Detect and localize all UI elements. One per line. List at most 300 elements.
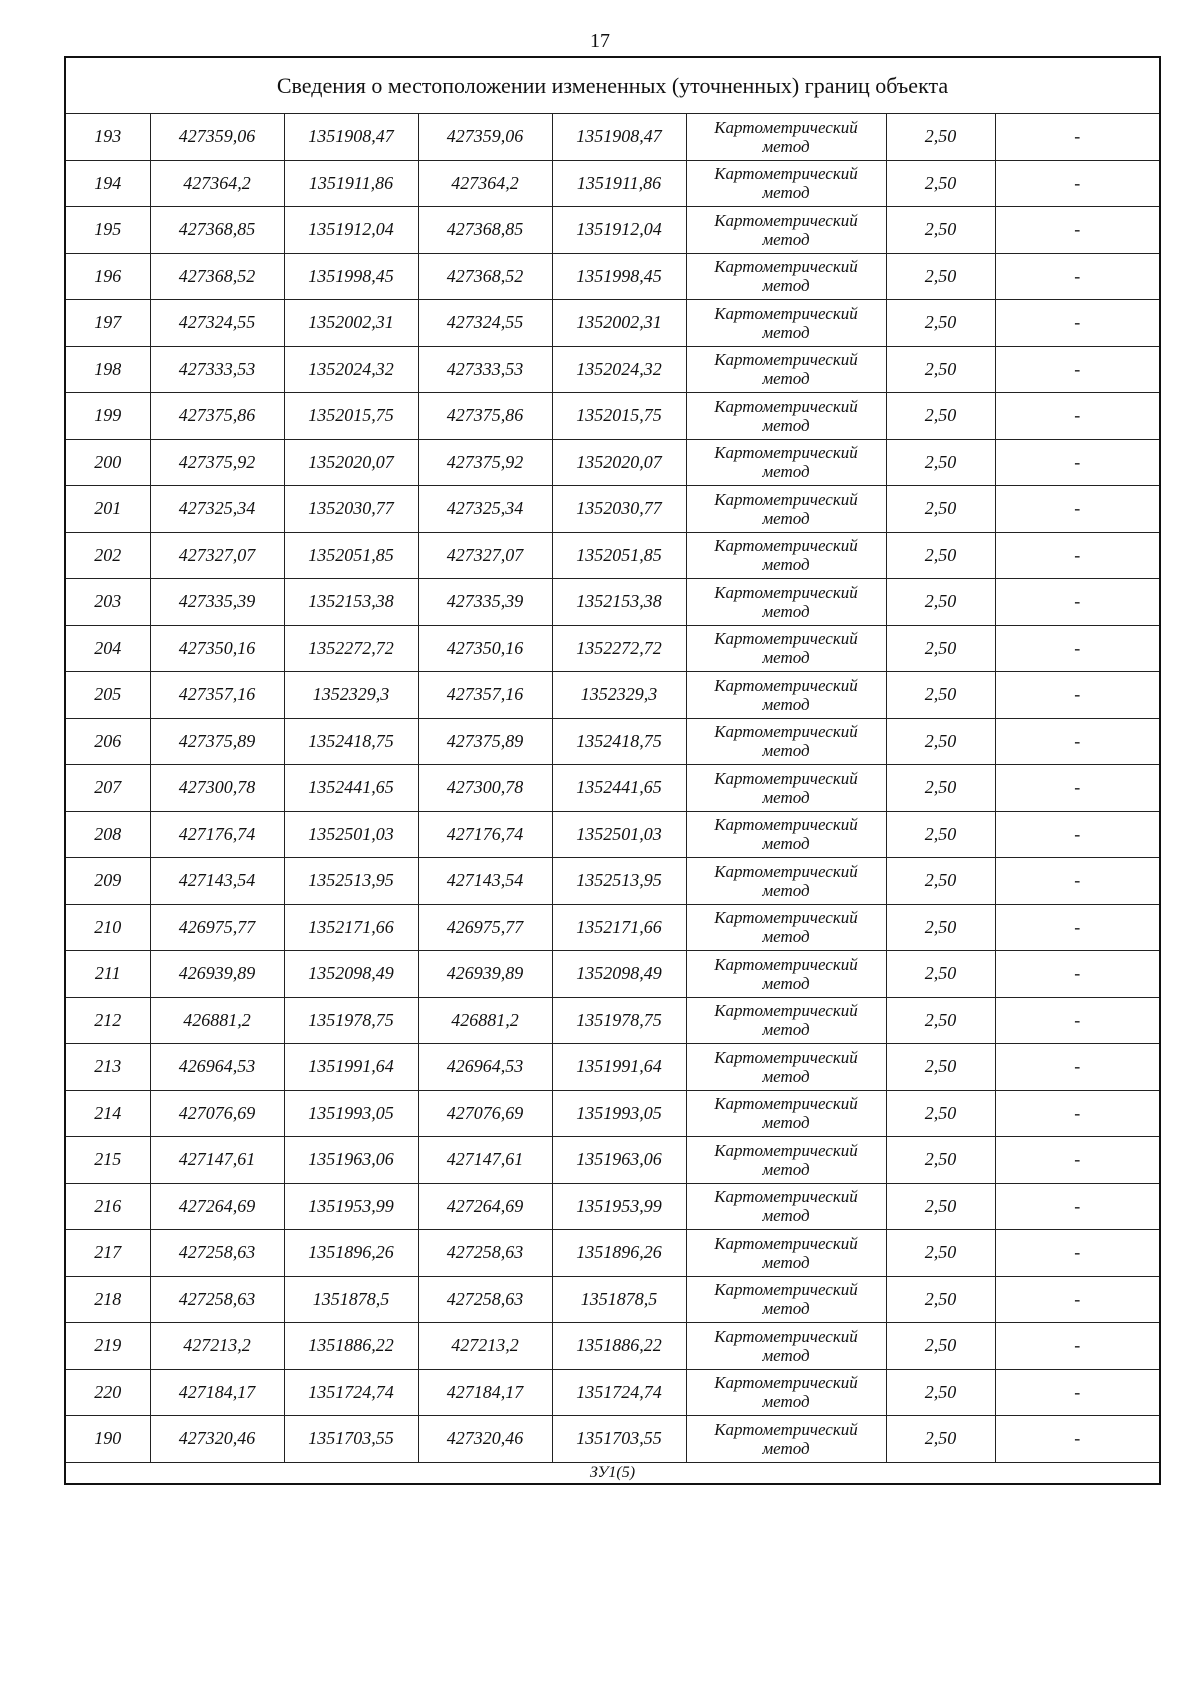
existing-x-cell: 426975,77 <box>150 904 284 951</box>
existing-y-cell: 1351991,64 <box>284 1044 418 1091</box>
table-row <box>65 1416 1160 1463</box>
method-line-1: Картометрический <box>714 1233 858 1253</box>
existing-x-cell: 427350,16 <box>150 625 284 672</box>
method-line-1: Картометрический <box>714 117 858 137</box>
note-cell: - <box>995 811 1160 858</box>
method-line-2: метод <box>762 741 810 761</box>
point-number-cell: 215 <box>65 1137 150 1184</box>
note-cell: - <box>995 951 1160 998</box>
accuracy-cell: 2,50 <box>886 1090 995 1137</box>
note-cell: - <box>995 672 1160 719</box>
existing-x-cell: 427364,2 <box>150 160 284 207</box>
existing-y-cell: 1352272,72 <box>284 625 418 672</box>
method-line-1: Картометрический <box>714 768 858 788</box>
table-row <box>65 346 1160 393</box>
table-row <box>65 253 1160 300</box>
point-number-cell: 208 <box>65 811 150 858</box>
accuracy-cell: 2,50 <box>886 1137 995 1184</box>
method-line-2: метод <box>762 1438 810 1458</box>
method-line-2: метод <box>762 694 810 714</box>
accuracy-cell: 2,50 <box>886 1183 995 1230</box>
method-cell <box>686 486 886 533</box>
refined-x-cell: 427364,2 <box>418 160 552 207</box>
accuracy-cell: 2,50 <box>886 300 995 347</box>
table-row <box>65 300 1160 347</box>
point-number-cell: 201 <box>65 486 150 533</box>
method-cell <box>686 1090 886 1137</box>
refined-x-cell: 427147,61 <box>418 1137 552 1184</box>
accuracy-cell: 2,50 <box>886 253 995 300</box>
refined-x-cell: 427375,86 <box>418 393 552 440</box>
existing-y-cell: 1351908,47 <box>284 114 418 161</box>
refined-y-cell: 1351953,99 <box>552 1183 686 1230</box>
existing-y-cell: 1352153,38 <box>284 579 418 626</box>
accuracy-cell: 2,50 <box>886 1323 995 1370</box>
accuracy-cell: 2,50 <box>886 858 995 905</box>
existing-y-cell: 1351978,75 <box>284 997 418 1044</box>
method-cell <box>686 1044 886 1091</box>
refined-y-cell: 1351878,5 <box>552 1276 686 1323</box>
existing-x-cell: 427368,52 <box>150 253 284 300</box>
note-cell: - <box>995 486 1160 533</box>
accuracy-cell: 2,50 <box>886 718 995 765</box>
method-line-2: метод <box>762 787 810 807</box>
refined-x-cell: 427264,69 <box>418 1183 552 1230</box>
point-number-cell: 218 <box>65 1276 150 1323</box>
table-row <box>65 672 1160 719</box>
method-line-1: Картометрический <box>714 675 858 695</box>
note-cell: - <box>995 1416 1160 1463</box>
accuracy-cell: 2,50 <box>886 1369 995 1416</box>
point-number-cell: 212 <box>65 997 150 1044</box>
point-number-cell: 198 <box>65 346 150 393</box>
note-cell: - <box>995 1323 1160 1370</box>
accuracy-cell: 2,50 <box>886 1416 995 1463</box>
existing-x-cell: 427076,69 <box>150 1090 284 1137</box>
refined-y-cell: 1351724,74 <box>552 1369 686 1416</box>
point-number-cell: 210 <box>65 904 150 951</box>
method-cell <box>686 858 886 905</box>
method-cell <box>686 1369 886 1416</box>
existing-y-cell: 1352098,49 <box>284 951 418 998</box>
table-row <box>65 858 1160 905</box>
method-cell <box>686 672 886 719</box>
refined-y-cell: 1352441,65 <box>552 765 686 812</box>
table-row <box>65 160 1160 207</box>
note-cell: - <box>995 114 1160 161</box>
existing-y-cell: 1351878,5 <box>284 1276 418 1323</box>
method-cell <box>686 904 886 951</box>
method-cell <box>686 114 886 161</box>
table-row <box>65 765 1160 812</box>
note-cell: - <box>995 1369 1160 1416</box>
refined-y-cell: 1351908,47 <box>552 114 686 161</box>
existing-y-cell: 1352015,75 <box>284 393 418 440</box>
point-number-cell: 211 <box>65 951 150 998</box>
refined-x-cell: 427368,85 <box>418 207 552 254</box>
existing-y-cell: 1351998,45 <box>284 253 418 300</box>
existing-x-cell: 427258,63 <box>150 1230 284 1277</box>
method-line-1: Картометрический <box>714 861 858 881</box>
table-row <box>65 1323 1160 1370</box>
refined-x-cell: 426939,89 <box>418 951 552 998</box>
method-line-1: Картометрический <box>714 257 858 277</box>
existing-x-cell: 427375,86 <box>150 393 284 440</box>
existing-x-cell: 427368,85 <box>150 207 284 254</box>
refined-x-cell: 426964,53 <box>418 1044 552 1091</box>
existing-x-cell: 427258,63 <box>150 1276 284 1323</box>
point-number-cell: 193 <box>65 114 150 161</box>
refined-y-cell: 1352098,49 <box>552 951 686 998</box>
refined-x-cell: 427176,74 <box>418 811 552 858</box>
method-cell <box>686 1183 886 1230</box>
point-number-cell: 214 <box>65 1090 150 1137</box>
method-line-1: Картометрический <box>714 582 858 602</box>
method-line-2: метод <box>762 322 810 342</box>
method-line-1: Картометрический <box>714 722 858 742</box>
point-number-cell: 197 <box>65 300 150 347</box>
point-number-cell: 190 <box>65 1416 150 1463</box>
method-line-2: метод <box>762 1020 810 1040</box>
refined-x-cell: 427324,55 <box>418 300 552 347</box>
refined-y-cell: 1352030,77 <box>552 486 686 533</box>
existing-x-cell: 426939,89 <box>150 951 284 998</box>
refined-x-cell: 427350,16 <box>418 625 552 672</box>
method-line-1: Картометрический <box>714 489 858 509</box>
existing-x-cell: 427357,16 <box>150 672 284 719</box>
existing-x-cell: 427176,74 <box>150 811 284 858</box>
method-cell <box>686 579 886 626</box>
refined-x-cell: 427143,54 <box>418 858 552 905</box>
existing-y-cell: 1352030,77 <box>284 486 418 533</box>
method-cell <box>686 765 886 812</box>
point-number-cell: 204 <box>65 625 150 672</box>
note-cell: - <box>995 625 1160 672</box>
method-cell <box>686 997 886 1044</box>
method-line-2: метод <box>762 276 810 296</box>
point-number-cell: 200 <box>65 439 150 486</box>
method-line-1: Картометрический <box>714 1187 858 1207</box>
refined-x-cell: 427327,07 <box>418 532 552 579</box>
accuracy-cell: 2,50 <box>886 346 995 393</box>
table-row <box>65 951 1160 998</box>
note-cell: - <box>995 393 1160 440</box>
existing-y-cell: 1352002,31 <box>284 300 418 347</box>
method-line-2: метод <box>762 229 810 249</box>
method-line-2: метод <box>762 1113 810 1133</box>
existing-x-cell: 427143,54 <box>150 858 284 905</box>
refined-x-cell: 427258,63 <box>418 1230 552 1277</box>
existing-y-cell: 1351912,04 <box>284 207 418 254</box>
method-cell <box>686 718 886 765</box>
method-cell <box>686 253 886 300</box>
point-number-cell: 199 <box>65 393 150 440</box>
note-cell: - <box>995 579 1160 626</box>
note-cell: - <box>995 765 1160 812</box>
table-title-row <box>65 57 1160 114</box>
accuracy-cell: 2,50 <box>886 114 995 161</box>
table-row <box>65 904 1160 951</box>
method-line-1: Картометрический <box>714 1047 858 1067</box>
existing-x-cell: 427184,17 <box>150 1369 284 1416</box>
method-line-2: метод <box>762 1206 810 1226</box>
note-cell: - <box>995 439 1160 486</box>
refined-y-cell: 1352418,75 <box>552 718 686 765</box>
note-cell: - <box>995 160 1160 207</box>
table-footer-label: ЗУ1(5) <box>65 1462 1160 1484</box>
note-cell: - <box>995 718 1160 765</box>
table-row <box>65 393 1160 440</box>
refined-y-cell: 1351896,26 <box>552 1230 686 1277</box>
refined-y-cell: 1351978,75 <box>552 997 686 1044</box>
accuracy-cell: 2,50 <box>886 1230 995 1277</box>
table-row <box>65 625 1160 672</box>
point-number-cell: 196 <box>65 253 150 300</box>
accuracy-cell: 2,50 <box>886 1276 995 1323</box>
method-line-2: метод <box>762 648 810 668</box>
existing-x-cell: 426881,2 <box>150 997 284 1044</box>
refined-y-cell: 1351886,22 <box>552 1323 686 1370</box>
method-line-2: метод <box>762 880 810 900</box>
method-line-2: метод <box>762 1392 810 1412</box>
existing-x-cell: 427147,61 <box>150 1137 284 1184</box>
accuracy-cell: 2,50 <box>886 625 995 672</box>
method-line-1: Картометрический <box>714 350 858 370</box>
refined-x-cell: 427375,89 <box>418 718 552 765</box>
point-number-cell: 195 <box>65 207 150 254</box>
method-cell <box>686 951 886 998</box>
method-line-1: Картометрический <box>714 536 858 556</box>
refined-y-cell: 1351993,05 <box>552 1090 686 1137</box>
accuracy-cell: 2,50 <box>886 997 995 1044</box>
method-cell <box>686 160 886 207</box>
method-line-2: метод <box>762 834 810 854</box>
accuracy-cell: 2,50 <box>886 1044 995 1091</box>
table-row <box>65 114 1160 161</box>
accuracy-cell: 2,50 <box>886 904 995 951</box>
method-cell <box>686 393 886 440</box>
method-line-1: Картометрический <box>714 629 858 649</box>
existing-y-cell: 1351703,55 <box>284 1416 418 1463</box>
point-number-cell: 217 <box>65 1230 150 1277</box>
table-row <box>65 1044 1160 1091</box>
boundary-coordinates-table <box>64 56 1161 1485</box>
method-line-1: Картометрический <box>714 164 858 184</box>
refined-x-cell: 427325,34 <box>418 486 552 533</box>
existing-y-cell: 1351724,74 <box>284 1369 418 1416</box>
existing-x-cell: 427375,92 <box>150 439 284 486</box>
existing-y-cell: 1352441,65 <box>284 765 418 812</box>
existing-x-cell: 427359,06 <box>150 114 284 161</box>
refined-y-cell: 1352015,75 <box>552 393 686 440</box>
method-line-1: Картометрический <box>714 1326 858 1346</box>
refined-x-cell: 427213,2 <box>418 1323 552 1370</box>
refined-y-cell: 1351703,55 <box>552 1416 686 1463</box>
note-cell: - <box>995 253 1160 300</box>
method-cell <box>686 207 886 254</box>
refined-y-cell: 1351963,06 <box>552 1137 686 1184</box>
table-row <box>65 439 1160 486</box>
method-cell <box>686 1323 886 1370</box>
accuracy-cell: 2,50 <box>886 951 995 998</box>
method-line-2: метод <box>762 508 810 528</box>
refined-y-cell: 1352513,95 <box>552 858 686 905</box>
existing-y-cell: 1352171,66 <box>284 904 418 951</box>
method-line-2: метод <box>762 1345 810 1365</box>
method-line-2: метод <box>762 1066 810 1086</box>
method-line-2: метод <box>762 1159 810 1179</box>
method-cell <box>686 346 886 393</box>
existing-x-cell: 427375,89 <box>150 718 284 765</box>
accuracy-cell: 2,50 <box>886 579 995 626</box>
existing-y-cell: 1351993,05 <box>284 1090 418 1137</box>
method-line-2: метод <box>762 1299 810 1319</box>
accuracy-cell: 2,50 <box>886 160 995 207</box>
refined-y-cell: 1352171,66 <box>552 904 686 951</box>
existing-x-cell: 427335,39 <box>150 579 284 626</box>
accuracy-cell: 2,50 <box>886 672 995 719</box>
method-line-2: метод <box>762 555 810 575</box>
refined-y-cell: 1352501,03 <box>552 811 686 858</box>
method-cell <box>686 1276 886 1323</box>
note-cell: - <box>995 1230 1160 1277</box>
point-number-cell: 209 <box>65 858 150 905</box>
table-row <box>65 1090 1160 1137</box>
table-row <box>65 579 1160 626</box>
accuracy-cell: 2,50 <box>886 486 995 533</box>
method-line-1: Картометрический <box>714 1280 858 1300</box>
table-row <box>65 1369 1160 1416</box>
method-line-2: метод <box>762 415 810 435</box>
method-line-2: метод <box>762 601 810 621</box>
table-row <box>65 1183 1160 1230</box>
point-number-cell: 213 <box>65 1044 150 1091</box>
method-line-2: метод <box>762 183 810 203</box>
accuracy-cell: 2,50 <box>886 207 995 254</box>
note-cell: - <box>995 1044 1160 1091</box>
existing-y-cell: 1351886,22 <box>284 1323 418 1370</box>
refined-x-cell: 427076,69 <box>418 1090 552 1137</box>
refined-y-cell: 1352002,31 <box>552 300 686 347</box>
refined-x-cell: 427184,17 <box>418 1369 552 1416</box>
refined-y-cell: 1352153,38 <box>552 579 686 626</box>
existing-x-cell: 427333,53 <box>150 346 284 393</box>
table-row <box>65 718 1160 765</box>
refined-y-cell: 1351998,45 <box>552 253 686 300</box>
table-footer-row <box>65 1462 1160 1484</box>
page-number: 17 <box>590 30 610 52</box>
method-line-2: метод <box>762 462 810 482</box>
note-cell: - <box>995 532 1160 579</box>
accuracy-cell: 2,50 <box>886 439 995 486</box>
method-line-1: Картометрический <box>714 396 858 416</box>
table-row <box>65 532 1160 579</box>
existing-x-cell: 427264,69 <box>150 1183 284 1230</box>
table-row <box>65 1230 1160 1277</box>
table-body <box>65 57 1160 1484</box>
method-line-2: метод <box>762 136 810 156</box>
method-cell <box>686 811 886 858</box>
method-line-1: Картометрический <box>714 303 858 323</box>
method-line-2: метод <box>762 1252 810 1272</box>
method-line-1: Картометрический <box>714 1419 858 1439</box>
refined-x-cell: 427335,39 <box>418 579 552 626</box>
existing-y-cell: 1351953,99 <box>284 1183 418 1230</box>
note-cell: - <box>995 997 1160 1044</box>
refined-x-cell: 427300,78 <box>418 765 552 812</box>
table-row <box>65 1137 1160 1184</box>
method-line-1: Картометрический <box>714 1140 858 1160</box>
existing-x-cell: 427213,2 <box>150 1323 284 1370</box>
point-number-cell: 203 <box>65 579 150 626</box>
point-number-cell: 220 <box>65 1369 150 1416</box>
refined-y-cell: 1352329,3 <box>552 672 686 719</box>
method-line-1: Картометрический <box>714 210 858 230</box>
table-row <box>65 207 1160 254</box>
existing-x-cell: 426964,53 <box>150 1044 284 1091</box>
existing-y-cell: 1351896,26 <box>284 1230 418 1277</box>
note-cell: - <box>995 1137 1160 1184</box>
method-cell <box>686 1230 886 1277</box>
method-line-1: Картометрический <box>714 1373 858 1393</box>
refined-x-cell: 426881,2 <box>418 997 552 1044</box>
accuracy-cell: 2,50 <box>886 393 995 440</box>
refined-x-cell: 427359,06 <box>418 114 552 161</box>
note-cell: - <box>995 346 1160 393</box>
method-line-1: Картометрический <box>714 815 858 835</box>
method-line-2: метод <box>762 973 810 993</box>
refined-y-cell: 1352024,32 <box>552 346 686 393</box>
existing-y-cell: 1352020,07 <box>284 439 418 486</box>
table-row <box>65 997 1160 1044</box>
refined-x-cell: 427320,46 <box>418 1416 552 1463</box>
refined-x-cell: 427375,92 <box>418 439 552 486</box>
existing-y-cell: 1352501,03 <box>284 811 418 858</box>
method-line-1: Картометрический <box>714 954 858 974</box>
note-cell: - <box>995 1183 1160 1230</box>
note-cell: - <box>995 300 1160 347</box>
refined-x-cell: 427333,53 <box>418 346 552 393</box>
note-cell: - <box>995 858 1160 905</box>
existing-y-cell: 1351911,86 <box>284 160 418 207</box>
point-number-cell: 207 <box>65 765 150 812</box>
existing-y-cell: 1351963,06 <box>284 1137 418 1184</box>
existing-x-cell: 427320,46 <box>150 1416 284 1463</box>
method-cell <box>686 625 886 672</box>
method-cell <box>686 300 886 347</box>
accuracy-cell: 2,50 <box>886 765 995 812</box>
existing-x-cell: 427324,55 <box>150 300 284 347</box>
existing-y-cell: 1352418,75 <box>284 718 418 765</box>
note-cell: - <box>995 904 1160 951</box>
refined-y-cell: 1351911,86 <box>552 160 686 207</box>
refined-x-cell: 427258,63 <box>418 1276 552 1323</box>
point-number-cell: 205 <box>65 672 150 719</box>
table-row <box>65 1276 1160 1323</box>
accuracy-cell: 2,50 <box>886 532 995 579</box>
method-line-1: Картометрический <box>714 443 858 463</box>
table-row <box>65 486 1160 533</box>
method-line-2: метод <box>762 369 810 389</box>
existing-y-cell: 1352024,32 <box>284 346 418 393</box>
existing-x-cell: 427325,34 <box>150 486 284 533</box>
refined-x-cell: 426975,77 <box>418 904 552 951</box>
table-title: Сведения о местоположении измененных (уточненных) границ объекта <box>65 57 1160 114</box>
point-number-cell: 219 <box>65 1323 150 1370</box>
method-cell <box>686 532 886 579</box>
existing-y-cell: 1352051,85 <box>284 532 418 579</box>
point-number-cell: 202 <box>65 532 150 579</box>
